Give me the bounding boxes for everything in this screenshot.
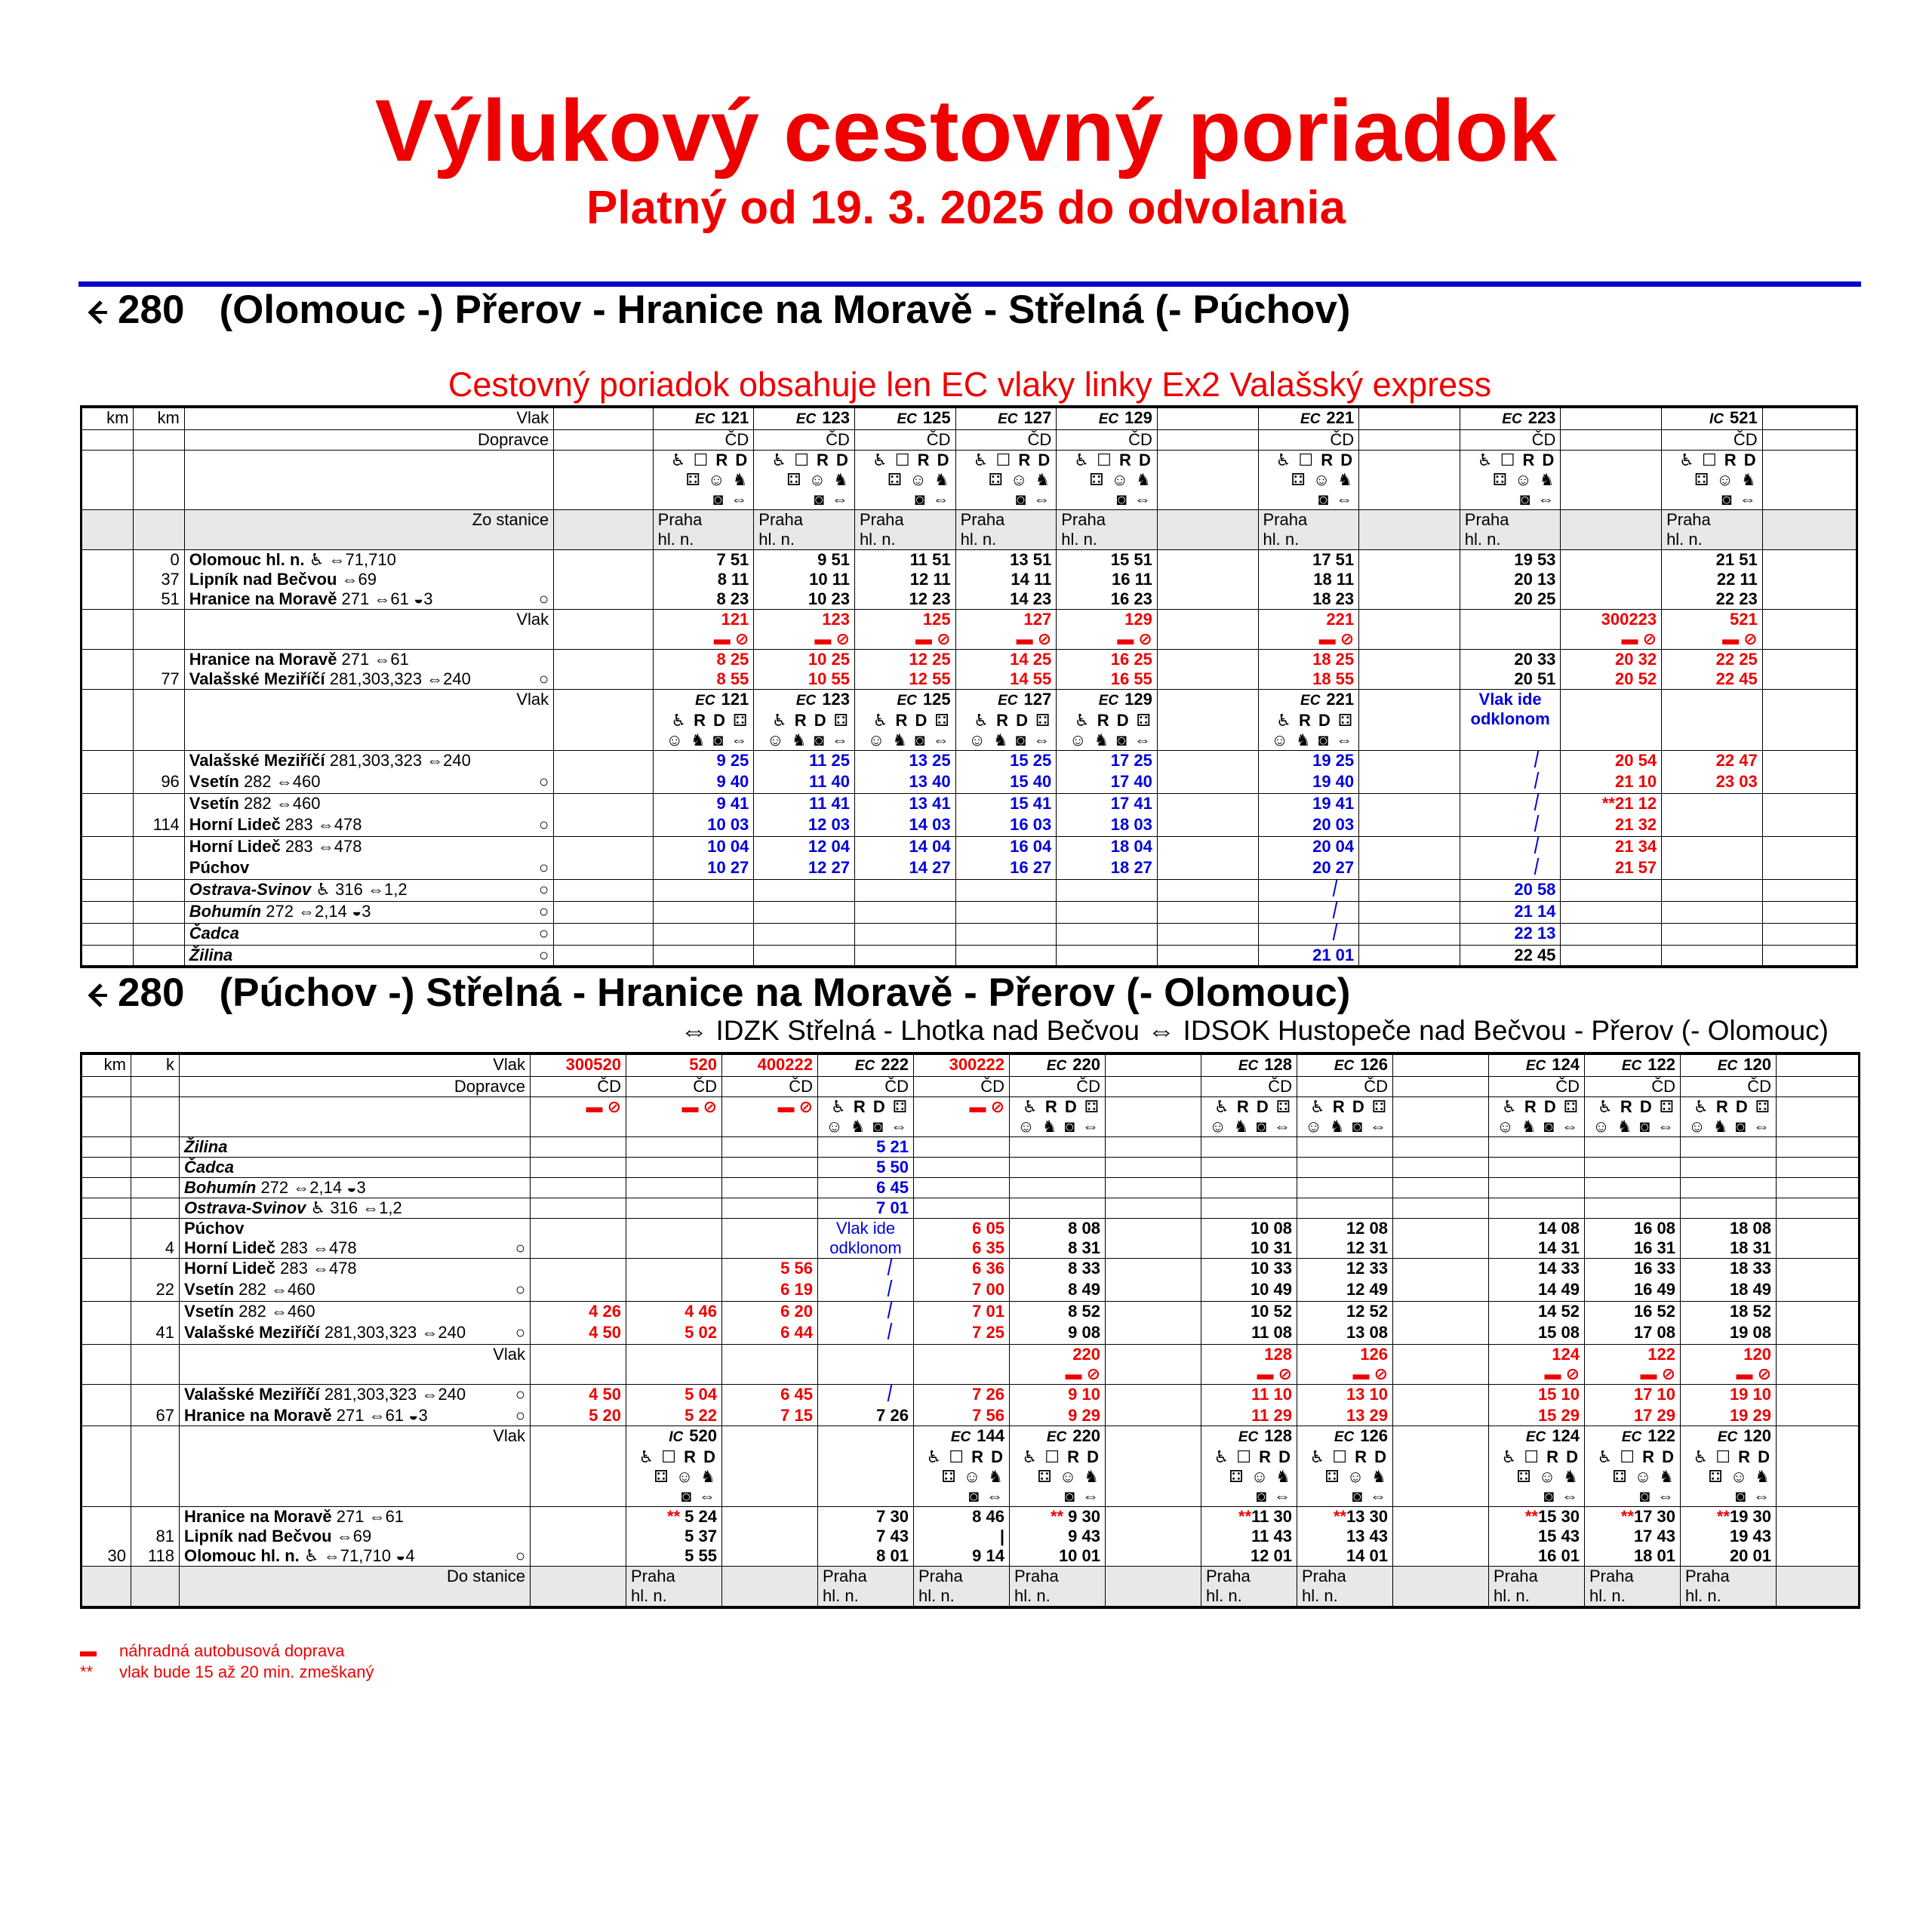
amenity-icons: ♿ ☐ R D ⚃ ☺ ♞ ◙ ⇔: [771, 451, 850, 509]
direction-arrow-icon: [85, 980, 110, 1010]
amenity-icons: ♿ ☐ R D ⚃ ☺ ♞ ◙ ⇔: [670, 451, 749, 509]
table-row: Dopravce ČD ČD ČD ČD ČD ČD ČD ČD ČD ČD ČD: [82, 1077, 1860, 1097]
table-row: Púchov ○ 10 27 12 27 14 27 16 27 18 27 20 27 21 57: [82, 858, 1857, 880]
table-row: Horní Lideč 283 ⇔478 10 04 12 04 14 04 16 04 18 04 20 04 21 34: [82, 837, 1857, 859]
table1-number: 280: [118, 288, 185, 332]
table-row: km k Vlak 300520 520 400222 EC 222 300222 EC 220 EC 128 EC 126 EC 124 EC 122 EC 120: [82, 1053, 1860, 1077]
table-row: 41 Valašské Meziříčí 281,303,323 ⇔240 ○ 4 50 5 02 6 44 7 25 9 08 11 08 13 08 15 08 17 08 19 08: [82, 1323, 1860, 1345]
separator-line: [78, 281, 1861, 287]
table-row: 67 Hranice na Moravě 271 ⇔61 ◒3 ○ 5 20 5 22 7 15 7 26 7 56 9 29 11 29 13 29 15 29 17 29 19 29: [82, 1406, 1860, 1426]
table2-header: [85, 970, 1350, 1016]
table-row: Púchov Vlak ide 6 05 8 08 10 08 12 08 14 08 16 08 18 08: [82, 1219, 1860, 1239]
table-row: 81 Lipník nad Bečvou ⇔69 5 37 7 43 | 9 43 11 43 13 43 15 43 17 43 19 43: [82, 1527, 1860, 1546]
table2-note: ⇔ IDZK Střelná - Lhotka nad Bečvou ⇔ IDSOK Hustopeče nad Bečvou - Přerov (- Olomouc): [680, 1015, 1829, 1046]
amenity-icons: ♿ ☐ R D ⚃ ☺ ♞ ◙ ⇔: [1275, 451, 1355, 509]
amenity-icons: ♿ ☐ R D ⚃ ☺ ♞ ◙ ⇔: [1679, 451, 1758, 509]
table-row: Čadca 5 50: [82, 1158, 1860, 1178]
timetable-1: [80, 405, 1858, 968]
table-row: 4 Horní Lideč 283 ⇔478 ○ odklonom 6 35 8 31 10 31 12 31 14 31 16 31 18 31: [82, 1238, 1860, 1259]
amenity-icons: ♿ ☐ R D ⚃ ☺ ♞ ◙ ⇔: [973, 451, 1052, 509]
amenity-icons: ♿ ☐ R D ⚃ ☺ ♞ ◙ ⇔: [1074, 451, 1152, 509]
table2-route: (Púchov -) Střelná - Hranice na Moravě - Přerov (- Olomouc): [219, 970, 1351, 1015]
table-row: Vsetín 282 ⇔460 4 26 4 46 6 20 7 01 8 52 10 52 12 52 14 52 16 52 18 52: [82, 1302, 1860, 1324]
bus-icon: ▬: [80, 1641, 97, 1660]
table-row: Bohumín 272 ⇔2,14 ◒3 ○ 21 14: [82, 902, 1857, 924]
table-row: Hranice na Moravě 271 ⇔61 8 25 10 25 12 25 14 25 16 25 18 25 20 33 20 32 22 25: [82, 650, 1857, 670]
table-row: Dopravce ČD ČD ČD ČD ČD ČD ČD ČD: [82, 430, 1857, 451]
table-row: 96 Vsetín 282 ⇔460 ○ 9 40 11 40 13 40 15 40 17 40 19 40 21 10 23 03: [82, 772, 1857, 794]
table1-header: [85, 287, 1350, 334]
table1-note: Cestovný poriadok obsahuje len EC vlaky linky Ex2 Valašský express: [448, 365, 1492, 404]
page-title: Výlukový cestovný poriadok: [374, 82, 1558, 180]
diverted-note: Vlak ide odklonom: [1470, 690, 1550, 728]
table-row: 37 Lipník nad Bečvou ⇔69 8 11 10 11 12 11 14 11 16 11 18 11 20 13 22 11: [82, 570, 1857, 589]
legend: [80, 1641, 374, 1683]
table-row: Vlak 121 ▬ ⊘ 123 ▬ ⊘ 125 ▬ ⊘ 127 ▬ ⊘ 129 ▬ ⊘ 221 ▬ ⊘ 300223 ▬ ⊘ 521 ▬ ⊘: [82, 610, 1857, 650]
table-row: 114 Horní Lideč 283 ⇔478 ○ 10 03 12 03 14 03 16 03 18 03 20 03 21 32: [82, 815, 1857, 837]
table-row: Horní Lideč 283 ⇔478 5 56 6 36 8 33 10 33 12 33 14 33 16 33 18 33: [82, 1259, 1860, 1281]
table-row: Žilina ○ 21 01 22 45: [82, 946, 1857, 967]
table-row: Valašské Meziříčí 281,303,323 ⇔240 ○ 4 50 5 04 6 45 7 26 9 10 11 10 13 10 15 10 17 10 19 10: [82, 1385, 1860, 1407]
amenity-icons: ♿ ☐ R D ⚃ ☺ ♞ ◙ ⇔: [1477, 451, 1556, 509]
table-row: 51 Hranice na Moravě 271 ⇔61 ◒3 ○ 8 23 10 23 12 23 14 23 16 23 18 23 20 25 22 23: [82, 589, 1857, 610]
table-row: 30 118 Olomouc hl. n. ♿ ⇔71,710 ◒4 ○ 5 55 8 01 9 14 10 01 12 01 14 01 16 01 18 01 20 01: [82, 1546, 1860, 1567]
table-row: Vlak EC 121 ♿ R D ⚃ ☺ ♞ ◙ ⇔ EC 123 ♿ R D ⚃ ☺ ♞ ◙ ⇔ EC 125 ♿ R D ⚃ ☺ ♞ ◙ ⇔ EC 127 ♿ R D ⚃ ☺ ♞ ◙ ⇔ EC 129 ♿ R D ⚃ ☺ ♞ ◙ ⇔ EC 221 ♿ R D ⚃ ☺ ♞ ◙ ⇔ Vlak ide odklonom: [82, 690, 1857, 751]
table-row: 0 Olomouc hl. n. ♿ ⇔71,710 7 51 9 51 11 51 13 51 15 51 17 51 19 53 21 51: [82, 550, 1857, 571]
table-row: ▬ ⊘ ▬ ⊘ ▬ ⊘ ♿ R D ⚃ ☺ ♞ ◙ ⇔ ▬ ⊘ ♿ R D ⚃ ☺ ♞ ◙ ⇔ ♿ R D ⚃ ☺ ♞ ◙ ⇔ ♿ R D ⚃ ☺ ♞ ◙ ⇔ ♿ R D ⚃ ☺ ♞ ◙ ⇔ ♿ R D ⚃ ☺ ♞ ◙ ⇔ ♿ R D ⚃ ☺ ♞ ◙ ⇔: [82, 1097, 1860, 1137]
legend-bus: ▬ náhradná autobusová doprava: [80, 1641, 345, 1660]
table-row: Vsetín 282 ⇔460 9 41 11 41 13 41 15 41 17 41 19 41 **21 12: [82, 794, 1857, 816]
table-row: Vlak 220 ▬ ⊘ 128 ▬ ⊘ 126 ▬ ⊘ 124 ▬ ⊘ 122 ▬ ⊘ 120 ▬ ⊘: [82, 1345, 1860, 1385]
table2-number: 280: [118, 970, 185, 1015]
table-row: [82, 451, 1857, 510]
table-row: Hranice na Moravě 271 ⇔61 ** 5 24 7 30 8 46 ** 9 30 **11 30 **13 30 **15 30 **17 30 **19 30: [82, 1507, 1860, 1527]
table-row: Vlak IC 520 ♿ ☐ R D ⚃ ☺ ♞ ◙ ⇔ EC 144 ♿ ☐ R D ⚃ ☺ ♞ ◙ ⇔ EC 220 ♿ ☐ R D ⚃ ☺ ♞ ◙ ⇔ EC 128 ♿ ☐ R D ⚃ ☺ ♞ ◙ ⇔ EC 126 ♿ ☐ R D ⚃ ☺ ♞ ◙ ⇔ EC 124 ♿ ☐ R D ⚃ ☺ ♞ ◙ ⇔ EC 122 ♿ ☐ R D ⚃ ☺ ♞ ◙ ⇔ EC 120 ♿ ☐ R D ⚃ ☺ ♞ ◙ ⇔: [82, 1426, 1860, 1507]
direction-arrow-icon: [85, 297, 110, 328]
table-row: Valašské Meziříčí 281,303,323 ⇔240 9 25 11 25 13 25 15 25 17 25 19 25 20 54 22 47: [82, 751, 1857, 773]
table-row: 77 Valašské Meziříčí 281,303,323 ⇔240 ○ 8 55 10 55 12 55 14 55 16 55 18 55 20 51 20 52 22 45: [82, 669, 1857, 690]
table1-route: (Olomouc -) Přerov - Hranice na Moravě - Střelná (- Púchov): [219, 288, 1351, 332]
table-row: Žilina 5 21: [82, 1137, 1860, 1158]
page-subtitle: Platný od 19. 3. 2025 do odvolania: [586, 182, 1346, 234]
table-row: km km Vlak EC 121 EC 123 EC 125 EC 127 EC 129 EC 221 EC 223 IC 521: [82, 407, 1857, 430]
timetable-2: [80, 1052, 1860, 1609]
table-row: Bohumín 272 ⇔2,14 ◒3 6 45: [82, 1178, 1860, 1198]
amenity-icons: ♿ ☐ R D ⚃ ☺ ♞ ◙ ⇔: [872, 451, 951, 509]
table-row: Ostrava-Svinov ♿ 316 ⇔1,2 7 01: [82, 1198, 1860, 1219]
delay-mark: **: [80, 1662, 94, 1681]
table-row: Zo stanice Praha hl. n. Praha hl. n. Praha hl. n. Praha hl. n. Praha hl. n. Praha hl. n. Praha hl. n. Praha hl. n.: [82, 510, 1857, 550]
table-row: Ostrava-Svinov ♿ 316 ⇔1,2 ○ 20 58: [82, 880, 1857, 902]
legend-delay: ** vlak bude 15 až 20 min. zmeškaný: [80, 1662, 374, 1681]
table-row: Do stanice Praha hl. n. Praha hl. n. Praha hl. n. Praha hl. n. Praha hl. n. Praha hl. n. Praha hl. n. Praha hl. n. Praha hl. n.: [82, 1567, 1860, 1608]
table-row: Čadca ○ 22 13: [82, 924, 1857, 946]
table-row: 22 Vsetín 282 ⇔460 ○ 6 19 7 00 8 49 10 49 12 49 14 49 16 49 18 49: [82, 1280, 1860, 1302]
